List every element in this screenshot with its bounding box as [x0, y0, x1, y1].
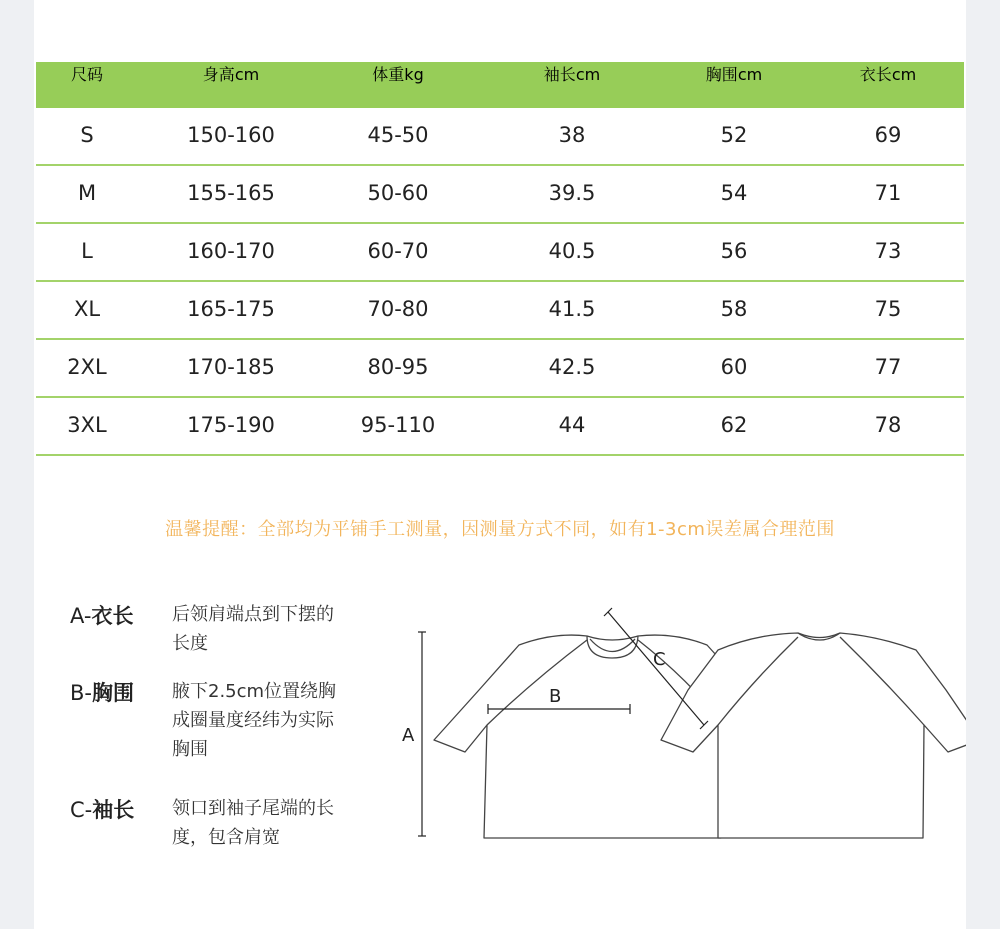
size-cell: L: [81, 239, 93, 263]
size-chart-page: [34, 0, 966, 929]
value-cell: 160-170: [187, 239, 275, 263]
legend-text-c: 领口到袖子尾端的长 度，包含肩宽: [172, 798, 334, 848]
tshirt-diagram: [34, 0, 966, 929]
size-cell: 3XL: [67, 413, 107, 437]
value-cell: 77: [874, 355, 902, 379]
legend-key-c: C-袖长: [70, 798, 135, 822]
value-cell: 40.5: [548, 239, 596, 263]
value-cell: 60-70: [367, 239, 429, 263]
header-weight: 体重kg: [372, 65, 424, 84]
header-size: 尺码: [70, 65, 104, 84]
value-cell: 70-80: [367, 297, 429, 321]
value-cell: 170-185: [187, 355, 275, 379]
legend-text-b: 腋下2.5cm位置绕胸 成圈量度经纬为实际 胸围: [172, 681, 337, 760]
value-cell: 42.5: [548, 355, 596, 379]
value-cell: 165-175: [187, 297, 275, 321]
label-c: C: [653, 649, 666, 670]
label-b: B: [549, 686, 562, 707]
size-cell: M: [77, 181, 97, 205]
value-cell: 175-190: [187, 413, 275, 437]
measurement-tip: 温馨提醒：全部均为平铺手工测量，因测量方式不同，如有1-3cm误差属合理范围: [165, 519, 835, 540]
value-cell: 95-110: [360, 413, 436, 437]
value-cell: 50-60: [367, 181, 429, 205]
size-cell: S: [80, 123, 94, 147]
value-cell: 60: [720, 355, 748, 379]
value-cell: 69: [874, 123, 902, 147]
value-cell: 150-160: [187, 123, 275, 147]
header-chest: 胸围cm: [705, 65, 763, 84]
value-cell: 80-95: [367, 355, 429, 379]
value-cell: 155-165: [187, 181, 275, 205]
header-length: 衣长cm: [859, 65, 917, 84]
size-cell: XL: [73, 297, 101, 321]
value-cell: 39.5: [548, 181, 596, 205]
value-cell: 45-50: [367, 123, 429, 147]
header-height: 身高cm: [202, 65, 260, 84]
legend-key-a: A-衣长: [70, 604, 134, 628]
value-cell: 73: [874, 239, 902, 263]
value-cell: 44: [558, 413, 586, 437]
value-cell: 58: [720, 297, 748, 321]
value-cell: 62: [720, 413, 748, 437]
legend-key-b: B-胸围: [70, 681, 134, 705]
value-cell: 78: [874, 413, 902, 437]
label-a: A: [402, 725, 415, 746]
size-cell: 2XL: [67, 355, 107, 379]
value-cell: 52: [720, 123, 748, 147]
value-cell: 38: [558, 123, 586, 147]
header-sleeve: 袖长cm: [543, 65, 601, 84]
value-cell: 54: [720, 181, 748, 205]
value-cell: 75: [874, 297, 902, 321]
value-cell: 56: [720, 239, 748, 263]
legend-text-a: 后领肩端点到下摆的 长度: [172, 604, 334, 654]
value-cell: 41.5: [548, 297, 596, 321]
value-cell: 71: [874, 181, 902, 205]
